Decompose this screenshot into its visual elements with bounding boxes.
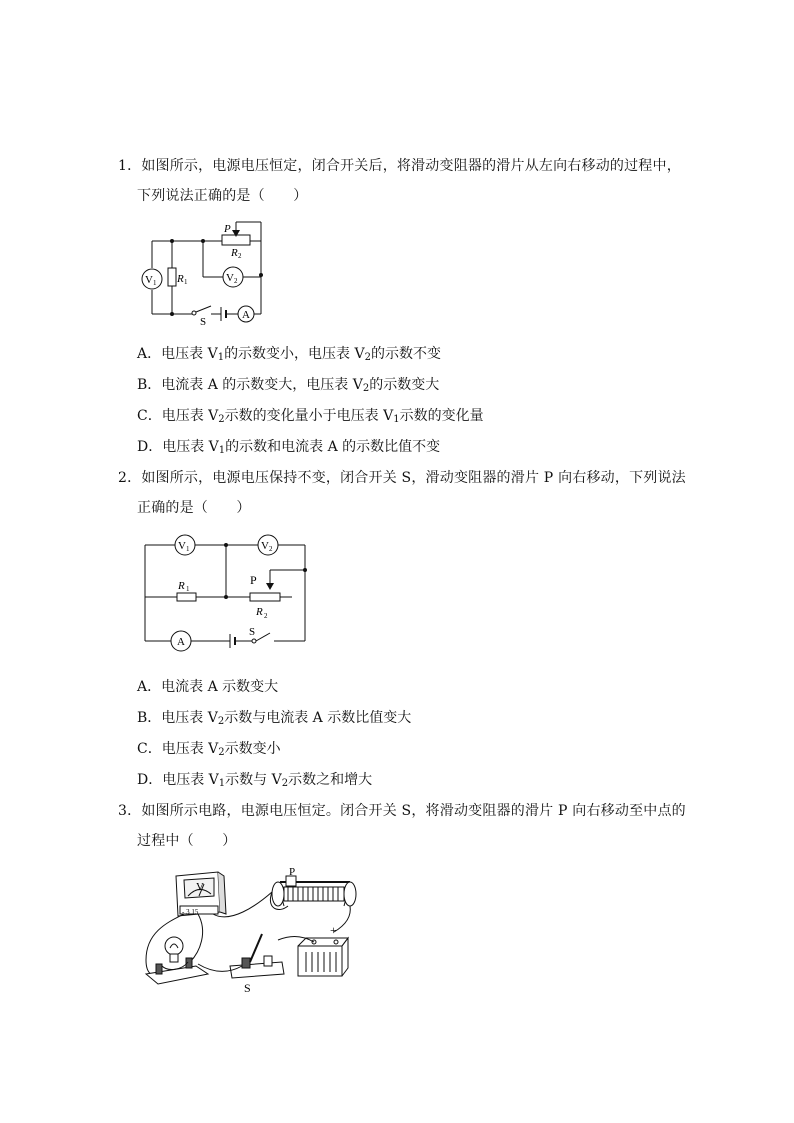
- q1-option-d[interactable]: [137, 438, 440, 456]
- q2-stem-line2: 正确的是（ ）: [137, 500, 251, 516]
- option-sub: 2: [218, 747, 225, 758]
- option-text: 示数与 V: [225, 772, 282, 788]
- q3-bulb: [165, 937, 183, 955]
- q3-stem-line2: 过程中（ ）: [137, 833, 237, 849]
- q2-s-label: S: [249, 626, 256, 638]
- q2-r2-rheostat: [250, 593, 280, 601]
- q1-number: 1．: [118, 158, 142, 174]
- option-text: 示数与电流表 A 示数比值变大: [224, 710, 412, 726]
- option-text: 电压表 V: [162, 439, 219, 455]
- q2-r2-label: R: [256, 606, 263, 618]
- option-text: 的示数变大: [369, 377, 440, 393]
- q1-v2-sub: 2: [234, 277, 238, 285]
- q2-r1-sub: 1: [186, 585, 190, 593]
- q1-r2-label: R: [231, 247, 238, 259]
- q2-option-d[interactable]: [137, 771, 372, 789]
- q2-circuit-diagram: [140, 532, 312, 660]
- q1-option-b[interactable]: [137, 376, 439, 394]
- option-sub: 2: [364, 352, 371, 363]
- q1-stem-text: 如图所示，电源电压恒定，闭合开关后，将滑动变阻器的滑片从左向右移动的过程中，: [141, 158, 681, 174]
- option-sub: 1: [217, 352, 225, 363]
- option-letter: C．: [137, 741, 162, 757]
- option-letter: B．: [137, 710, 162, 726]
- option-sub: 2: [218, 414, 225, 425]
- q2-v1-sub: 1: [186, 545, 190, 553]
- option-letter: A．: [137, 346, 162, 362]
- option-text: 的示数变小，电压表 V: [224, 346, 365, 362]
- q1-r1-resistor: [168, 268, 176, 286]
- q1-option-c[interactable]: [137, 407, 484, 425]
- option-text: 示数的变化量小于电压表 V: [224, 408, 394, 424]
- q3-v-label: V: [196, 881, 204, 893]
- q2-option-b[interactable]: [137, 709, 411, 727]
- q3-plus-label: +: [330, 923, 337, 937]
- q2-r1-resistor: [177, 593, 196, 601]
- q1-r1-label: R: [177, 273, 184, 285]
- option-letter: D．: [137, 772, 163, 788]
- option-letter: D．: [137, 439, 163, 455]
- q2-r1-label: R: [178, 580, 185, 592]
- q1-p-label: P: [224, 223, 231, 235]
- option-letter: B．: [137, 377, 162, 393]
- q3-circuit-picture: [138, 862, 368, 1000]
- option-sub: 1: [218, 445, 226, 456]
- q2-stem-line1: [118, 469, 686, 487]
- option-text: 电流表 A 示数变大: [161, 679, 279, 695]
- q1-v1-sub: 1: [153, 279, 157, 287]
- option-sub: 1: [393, 414, 400, 425]
- q3-stem-text: 如图所示电路，电源电压恒定。闭合开关 S，将滑动变阻器的滑片 P 向右移动至中点的: [141, 803, 686, 819]
- option-text: 示数之和增大: [288, 772, 373, 788]
- q1-circuit-diagram: [140, 218, 270, 330]
- q2-v2-sub: 2: [269, 545, 273, 553]
- q1-r1-sub: 1: [184, 278, 188, 286]
- option-text: 电压表 V: [161, 741, 219, 757]
- q2-stem-text: 如图所示，电源电压保持不变，闭合开关 S，滑动变阻器的滑片 P 向右移动，下列说法: [141, 470, 686, 486]
- q2-r2-sub: 2: [264, 612, 268, 620]
- q1-v2-label: V: [226, 272, 234, 284]
- option-letter: C．: [137, 408, 162, 424]
- q2-v1-label: V: [178, 540, 186, 552]
- option-sub: 2: [362, 383, 370, 394]
- q1-r2-sub: 2: [238, 252, 242, 260]
- option-sub: 2: [217, 716, 225, 727]
- q1-option-a[interactable]: [137, 345, 441, 363]
- option-sub: 2: [281, 778, 289, 789]
- q3-p-label: P: [289, 866, 296, 878]
- option-text: 示数变小: [224, 741, 281, 757]
- q1-stem-line1: [118, 157, 681, 175]
- option-text: 示数的变化量: [399, 408, 484, 424]
- q1-s-label: S: [200, 316, 207, 328]
- q3-number: 3．: [118, 803, 142, 819]
- option-letter: A．: [137, 679, 162, 695]
- option-text: 电压表 V: [162, 772, 219, 788]
- q1-stem-line2: 下列说法正确的是（ ）: [137, 188, 308, 204]
- q3-switch: [230, 962, 284, 978]
- option-text: 的示数不变: [371, 346, 441, 362]
- q3-terminal-labels: - 3 15: [182, 908, 199, 916]
- option-sub: 1: [218, 778, 226, 789]
- option-text: 电压表 V: [161, 346, 218, 362]
- q1-a-label: A: [242, 309, 250, 321]
- q3-s-label: S: [244, 981, 251, 995]
- q2-number: 2．: [118, 470, 142, 486]
- q2-v2-label: V: [261, 540, 269, 552]
- q3-battery: [298, 946, 342, 976]
- q2-option-c[interactable]: [137, 740, 281, 758]
- option-text: 电压表 V: [161, 710, 218, 726]
- q2-option-a[interactable]: [137, 678, 278, 696]
- option-text: 的示数和电流表 A 的示数比值不变: [225, 439, 441, 455]
- q2-a-label: A: [177, 636, 185, 648]
- option-text: 电压表 V: [161, 408, 219, 424]
- q1-v1-label: V: [145, 274, 153, 286]
- option-text: 电流表 A 的示数变大，电压表 V: [161, 377, 363, 393]
- q3-stem-line1: [118, 802, 686, 820]
- q2-p-label: P: [250, 573, 257, 587]
